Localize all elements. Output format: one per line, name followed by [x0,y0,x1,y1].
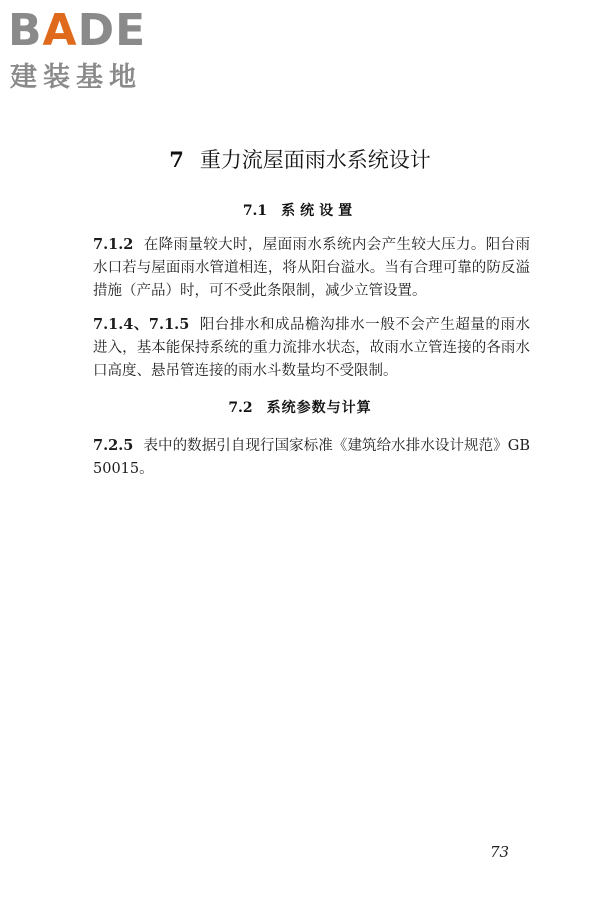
section-title: 系统设置 [281,203,358,219]
clause-text: 表中的数据引自现行国家标准《建筑给水排水设计规范》GB 50015。 [93,438,530,477]
clause-text: 阳台排水和成品檐沟排水一般不会产生超量的雨水进入，基本能保持系统的重力流排水状态，故雨水立管连接的各雨水口高度、悬吊管连接的雨水斗数量均不受限制。 [93,317,530,379]
logo-letters-de: DE [77,5,147,56]
logo-letter-b: B [8,5,43,56]
section-number: 7.1 [242,203,268,219]
clause-number: 7.1.4、7.1.5 [93,316,190,333]
logo-wordmark [8,6,146,56]
clause-number: 7.2.5 [93,437,134,454]
section-heading-7-2 [0,398,600,418]
clause-paragraph-7-2-5 [93,434,530,481]
section-number: 7.2 [228,400,253,416]
chapter-title [0,146,600,174]
clause-text: 在降雨量较大时，屋面雨水系统内会产生较大压力。阳台雨水口若与屋面雨水管道相连，将从阳台溢水。当有合理可靠的防反溢措施（产品）时，可不受此条限制，减少立管设置。 [93,237,530,299]
page-number: 73 [490,843,510,861]
bade-logo [8,6,178,96]
logo-letter-a-accent: A [42,5,78,56]
clause-paragraph-7-1-2 [93,233,530,303]
logo-subtitle: 建装基地 [10,62,142,93]
clause-paragraph-7-1-4 [93,313,530,383]
clause-number: 7.1.2 [93,236,134,253]
chapter-title-text: 重力流屋面雨水系统设计 [199,148,431,172]
section-title: 系统参数与计算 [266,400,372,416]
section-heading-7-1 [0,201,600,221]
chapter-number: 7 [169,147,184,172]
